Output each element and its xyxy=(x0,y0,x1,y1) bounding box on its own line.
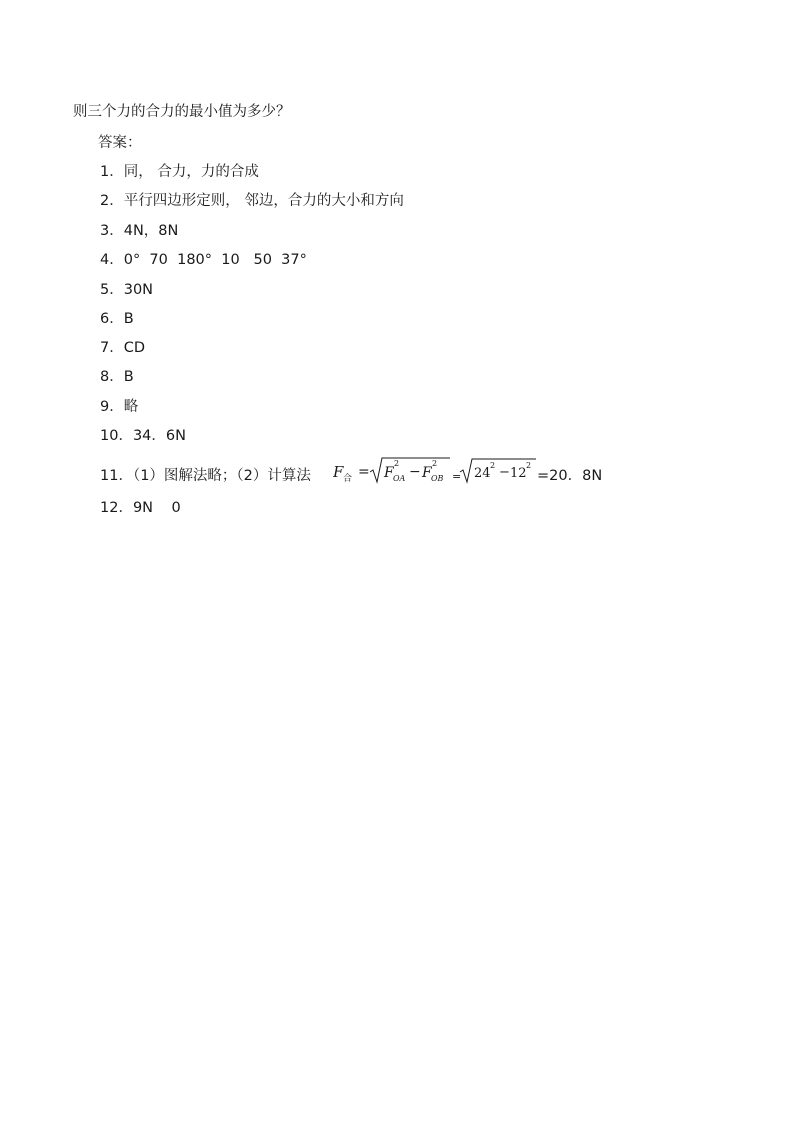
answer-item-5: 5．30N xyxy=(100,282,154,298)
answer-item-2: 2．平行四边形定则， 邻边，合力的大小和方向 xyxy=(100,193,404,209)
formula-lhs-symbol: F xyxy=(333,463,344,481)
answer-item-9: 9．略 xyxy=(100,399,139,415)
formula-num2-sup: 2 xyxy=(526,461,532,470)
answer-item-4: 4．0° 70 180° 10 50 37° xyxy=(100,252,307,268)
question-text: 则三个力的合力的最小值为多少？ xyxy=(73,104,291,120)
answer-item-8: 8．B xyxy=(100,369,134,385)
resultant-force-formula xyxy=(333,453,543,489)
answer-item-3: 3．4N，8N xyxy=(100,223,179,239)
formula-num1: 24 xyxy=(474,466,491,481)
answer-item-11-prefix: 11．（1）图解法略；（2）计算法 xyxy=(100,468,311,484)
formula-term2-sup: 2 xyxy=(432,459,438,468)
formula-num1-sup: 2 xyxy=(490,461,496,470)
answer-item-1: 1．同， 合力，力的合成 xyxy=(100,164,259,180)
formula-equals-2: = xyxy=(452,470,462,483)
formula-term2: F xyxy=(422,465,432,481)
formula-lhs-subscript: 合 xyxy=(343,474,353,484)
answer-item-12: 12．9N 0 xyxy=(100,500,181,516)
answer-item-11-result: =20．8N xyxy=(537,468,603,484)
answer-item-7: 7．CD xyxy=(100,340,146,356)
formula-minus-1: − xyxy=(409,464,421,480)
formula-term1-sub: OA xyxy=(393,474,406,483)
formula-term1-sup: 2 xyxy=(394,459,400,468)
answers-title: 答案： xyxy=(98,135,142,151)
formula-term1: F xyxy=(384,465,394,481)
formula-num2: 12 xyxy=(510,466,527,481)
answer-item-10: 10．34．6N xyxy=(100,428,186,444)
formula-minus-2: − xyxy=(499,465,510,480)
formula-term2-sub: OB xyxy=(431,474,444,483)
answer-item-6: 6．B xyxy=(100,311,134,327)
formula-equals-1: = xyxy=(358,464,370,480)
